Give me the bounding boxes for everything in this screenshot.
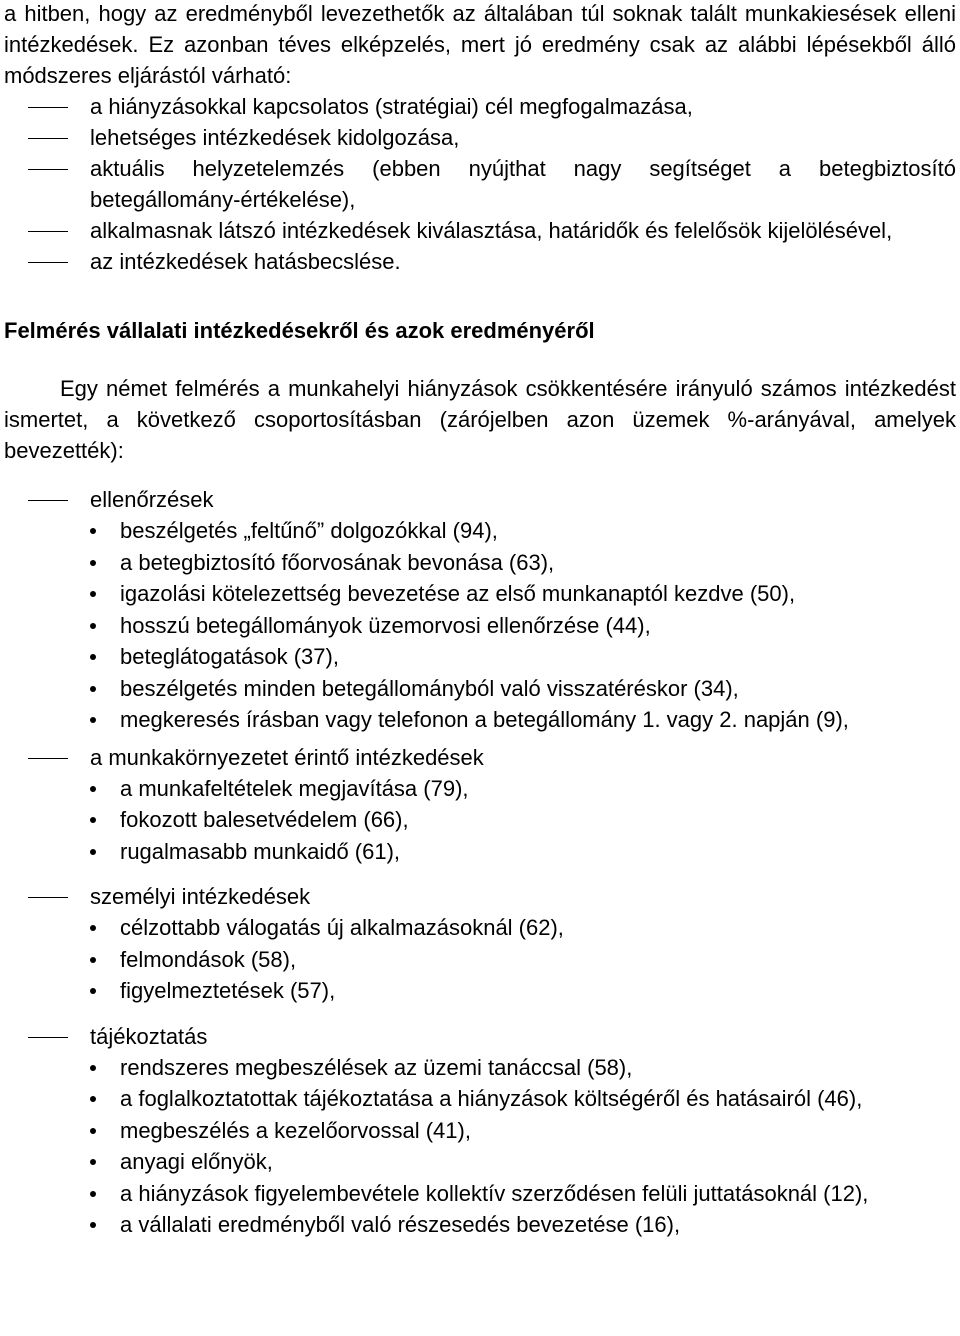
list-item: a vállalati eredményből való részesedés bevezetése (16), (4, 1209, 956, 1241)
list-item: célzottabb válogatás új alkalmazásoknál (62), (4, 912, 956, 944)
list-item: beszélgetés „feltűnő” dolgozókkal (94), (4, 515, 956, 547)
method-step: alkalmasnak látszó intézkedések kiválasztása, határidők és felelősök kijelölésével, (4, 215, 956, 246)
measure-group-information (4, 1021, 956, 1241)
list-item: hosszú betegállományok üzemorvosi ellenőrzése (44), (4, 610, 956, 642)
list-item: anyagi előnyök, (4, 1146, 956, 1178)
method-steps-list (4, 91, 956, 277)
section-heading: Felmérés vállalati intézkedésekről és azok eredményéről (4, 318, 595, 343)
group-items (4, 515, 956, 736)
group-items (4, 773, 956, 868)
list-item: beszélgetés minden betegállományból való visszatéréskor (34), (4, 673, 956, 705)
measure-group-personnel (4, 881, 956, 1007)
list-item: beteglátogatások (37), (4, 641, 956, 673)
method-step: a hiányzásokkal kapcsolatos (stratégiai) cél megfogalmazása, (4, 91, 956, 122)
measure-group-controls (4, 484, 956, 736)
group-items (4, 1052, 956, 1241)
list-item: figyelmeztetések (57), (4, 975, 956, 1007)
section-paragraph: Egy német felmérés a munkahelyi hiányzások csökkentésére irányuló számos intézkedést ismertet, a következő csoportosításban (zárójelben azon üzemek %-arányával, amelyek bevezették): (4, 376, 956, 463)
method-step: aktuális helyzetelemzés (ebben nyújthat nagy segítséget a betegbiztosító betegállomány-értékelése), (4, 153, 956, 215)
measure-group-environment (4, 742, 956, 868)
group-title: tájékoztatás (4, 1021, 956, 1052)
group-title: személyi intézkedések (4, 881, 956, 912)
measure-groups (4, 484, 956, 1241)
list-item: megbeszélés a kezelőorvossal (41), (4, 1115, 956, 1147)
group-title: a munkakörnyezetet érintő intézkedések (4, 742, 956, 773)
group-title: ellenőrzések (4, 484, 956, 515)
intro-paragraph: a hitben, hogy az eredményből levezethetők az általában túl soknak talált munkakiesések elleni intézkedések. Ez azonban téves elképzelés, mert jó eredmény csak az alábbi lépésekből álló módszeres eljárástól várható: (4, 1, 956, 88)
list-item: a munkafeltételek megjavítása (79), (4, 773, 956, 805)
list-item: igazolási kötelezettség bevezetése az első munkanaptól kezdve (50), (4, 578, 956, 610)
list-item: a hiányzások figyelembevétele kollektív szerződésen felüli juttatásoknál (12), (4, 1178, 956, 1210)
document-page (4, 0, 956, 1255)
list-item: rugalmasabb munkaidő (61), (4, 836, 956, 868)
list-item: fokozott balesetvédelem (66), (4, 804, 956, 836)
group-items (4, 912, 956, 1007)
list-item: a betegbiztosító főorvosának bevonása (63), (4, 547, 956, 579)
method-step: az intézkedések hatásbecslése. (4, 246, 956, 277)
list-item: megkeresés írásban vagy telefonon a betegállomány 1. vagy 2. napján (9), (4, 704, 956, 736)
list-item: a foglalkoztatottak tájékoztatása a hiányzások költségéről és hatásairól (46), (4, 1083, 956, 1115)
list-item: felmondások (58), (4, 944, 956, 976)
method-step: lehetséges intézkedések kidolgozása, (4, 122, 956, 153)
list-item: rendszeres megbeszélések az üzemi tanáccsal (58), (4, 1052, 956, 1084)
